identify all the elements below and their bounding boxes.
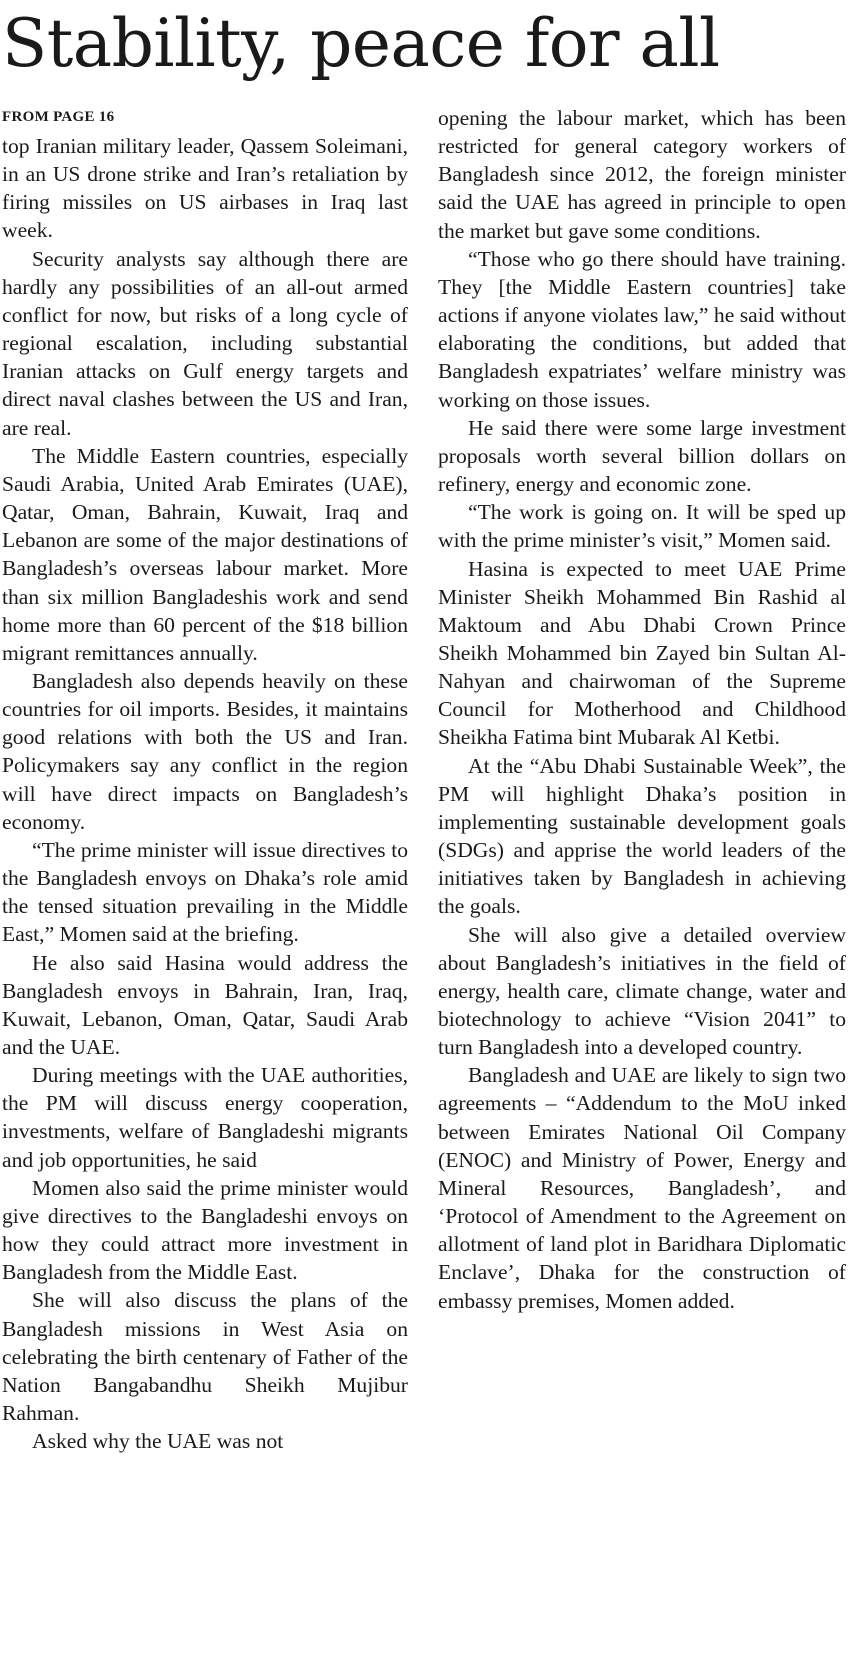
paragraph: “The prime minister will issue directives to the Bangladesh envoys on Dhaka’s role amid the tensed situation prevailing in the Middle East,” Momen said at the briefing. [2,837,408,947]
article-column-right [438,104,846,1315]
paragraph: Hasina is expected to meet UAE Prime Minister Sheikh Mohammed Bin Rashid al Maktoum and Abu Dhabi Crown Prince Sheikh Mohammed bin Zayed bin Sultan Al-Nahyan and chairwoman of the Supreme Council for Motherhood and Childhood Sheikha Fatima bint Mubarak Al Ketbi. [438,556,846,750]
paragraph: Bangladesh and UAE are likely to sign two agreements – “Addendum to the MoU inked between Emirates National Oil Company (ENOC) and Ministry of Power, Energy and Mineral Resources, Bangladesh’, and ‘Protocol of Amendment to the Agreement on allotment of land plot in Baridhara Diplomatic Enclave’, Dhaka for the construction of embassy premises, Momen added. [438,1063,846,1313]
paragraph: The Middle Eastern countries, especially Saudi Arabia, United Arab Emirates (UAE), Qatar, Oman, Bahrain, Kuwait, Iraq and Lebanon are some of the major destinations of Bangladesh’s overseas labour market. More than six million Bangladeshis work and send home more than 60 percent of the $18 billion migrant remittances annually. [2,443,408,665]
paragraph: Bangladesh also depends heavily on these countries for oil imports. Besides, it maintains good relations with both the US and Iran. Policymakers say any conflict in the region will have direct impacts on Bangladesh’s economy. [2,668,408,834]
paragraph: “Those who go there should have training. They [the Middle Eastern countries] take actions if anyone violates law,” he said without elaborating the conditions, but added that Bangladesh expatriates’ welfare ministry was working on those issues. [438,246,846,412]
paragraph: Asked why the UAE was not [32,1429,284,1454]
paragraph: He also said Hasina would address the Bangladesh envoys in Bahrain, Iran, Iraq, Kuwait, Lebanon, Oman, Qatar, Saudi Arab and the UAE. [2,950,408,1059]
paragraph: She will also give a detailed overview about Bangladesh’s initiatives in the field of energy, health care, climate change, water and biotechnology to achieve “Vision 2041” to turn Bangladesh into a developed country. [438,922,846,1060]
article-column-left [2,132,408,1455]
paragraph: He said there were some large investment proposals worth several billion dollars on refinery, energy and economic zone. [438,415,846,497]
paragraph: She will also discuss the plans of the Bangladesh missions in West Asia on celebrating the birth centenary of Father of the Nation Bangabandhu Sheikh Mujibur Rahman. [2,1288,408,1426]
paragraph: opening the labour market, which has been restricted for general category workers of Bangladesh since 2012, the foreign minister said the UAE has agreed in principle to open the market but gave some conditions. [438,106,846,243]
paragraph: Momen also said the prime minister would give directives to the Bangladeshi envoys on how they could attract more investment in Bangladesh from the Middle East. [2,1175,408,1285]
paragraph: At the “Abu Dhabi Sustainable Week”, the PM will highlight Dhaka’s position in implementing sustainable development goals (SDGs) and apprise the world leaders of the initiatives taken by Bangladesh in achieving the goals. [438,753,846,919]
headline: Stability, peace for all [2,5,720,82]
paragraph: During meetings with the UAE authorities, the PM will discuss energy cooperation, investments, welfare of Bangladeshi migrants and job opportunities, he said [2,1063,408,1172]
paragraph: Security analysts say although there are hardly any possibilities of an all-out armed conflict for now, but risks of a long cycle of regional escalation, including substantial Iranian attacks on Gulf energy targets and direct naval clashes between the US and Iran, are real. [2,246,408,440]
paragraph: top Iranian military leader, Qassem Soleimani, in an US drone strike and Iran’s retaliation by firing missiles on US airbases in Iraq last week. [2,134,408,243]
paragraph: “The work is going on. It will be sped up with the prime minister’s visit,” Momen said. [438,500,846,553]
continuation-label: FROM PAGE 16 [2,109,115,125]
